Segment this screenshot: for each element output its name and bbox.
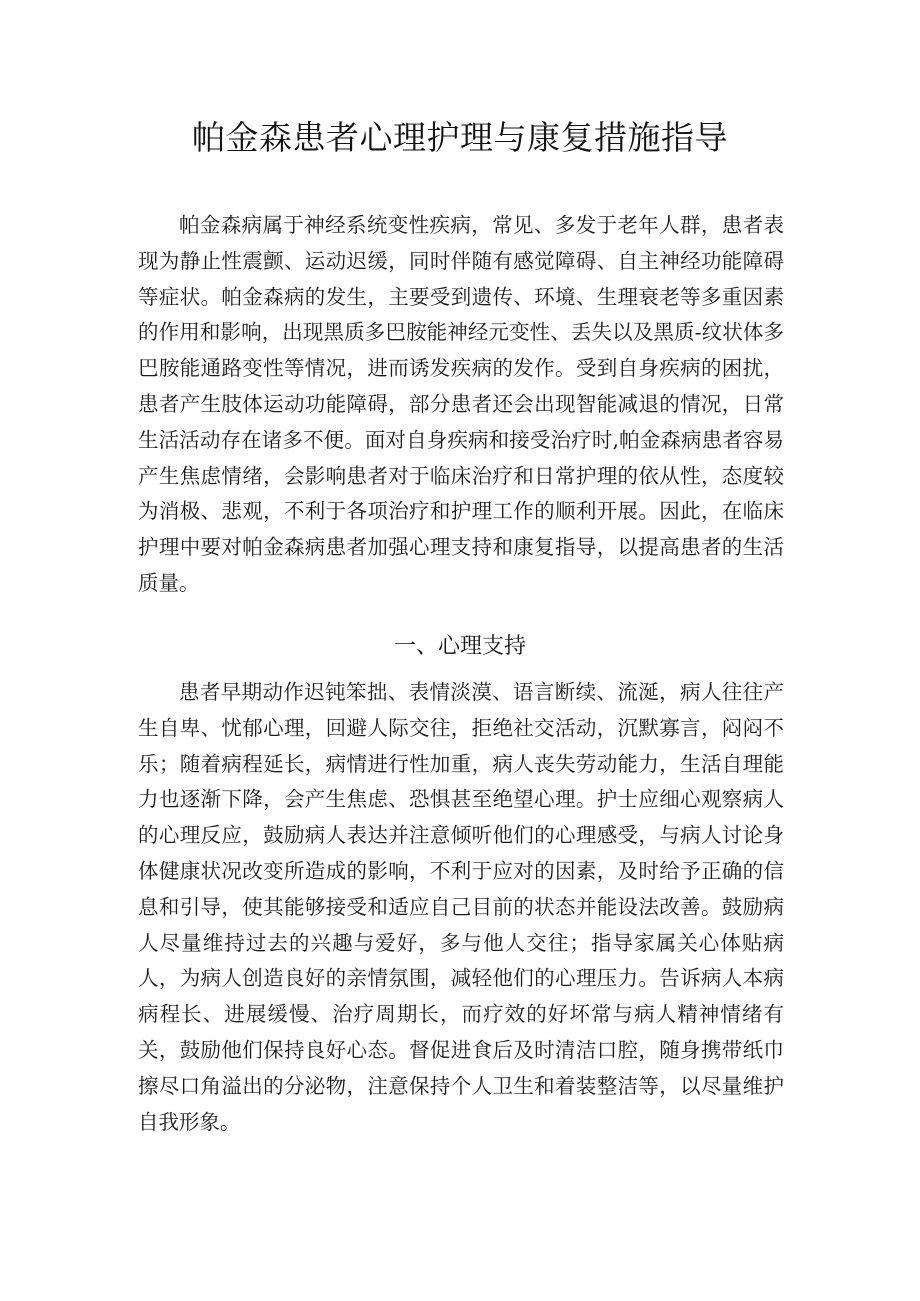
section-body-psychological-support: 患者早期动作迟钝笨拙、表情淡漠、语言断续、流涎，病人往往产生自卑、忧郁心理，回避人际交往，拒绝社交活动，沉默寡言，闷闷不乐；随着病程延长，病情进行性加重，病人丧失劳动能力，生活自理能力也逐渐下降，会产生焦虑、恐惧甚至绝望心理。护士应细心观察病人的心理反应，鼓励病人表达并注意倾听他们的心理感受，与病人讨论身体健康状况改变所造成的影响，不利于应对的因素，及时给予正确的信息和引导，使其能够接受和适应自己目前的状态并能设法改善。鼓励病人尽量维持过去的兴趣与爱好，多与他人交往；指导家属关心体贴病人，为病人创造良好的亲情氛围，减轻他们的心理压力。告诉病人本病病程长、进展缓慢、治疗周期长，而疗效的好坏常与病人精神情绪有关，鼓励他们保持良好心态。督促进食后及时清洁口腔，随身携带纸巾擦尽口角溢出的分泌物，注意保持个人卫生和着装整洁等，以尽量维护自我形象。	[138, 680, 784, 1134]
intro-paragraph: 帕金森病属于神经系统变性疾病，常见、多发于老年人群，患者表现为静止性震颤、运动迟缓，同时伴随有感觉障碍、自主神经功能障碍等症状。帕金森病的发生，主要受到遗传、环境、生理衰老等多重因素的作用和影响，出现黑质多巴胺能神经元变性、丢失以及黑质-纹状体多巴胺能通路变性等情况，进而诱发疾病的发作。受到自身疾病的困扰，患者产生肢体运动功能障碍，部分患者还会出现智能减退的情况，日常生活活动存在诸多不便。面对自身疾病和接受治疗时,帕金森病患者容易产生焦虑情绪，会影响患者对于临床治疗和日常护理的依从性，态度较为消极、悲观，不利于各项治疗和护理工作的顺利开展。因此，在临床护理中要对帕金森病患者加强心理支持和康复指导，以提高患者的生活质量。	[138, 213, 784, 595]
section-heading-psychological-support: 一、心理支持	[393, 634, 526, 659]
document-title: 帕金森患者心理护理与康复措施指导	[192, 118, 728, 157]
